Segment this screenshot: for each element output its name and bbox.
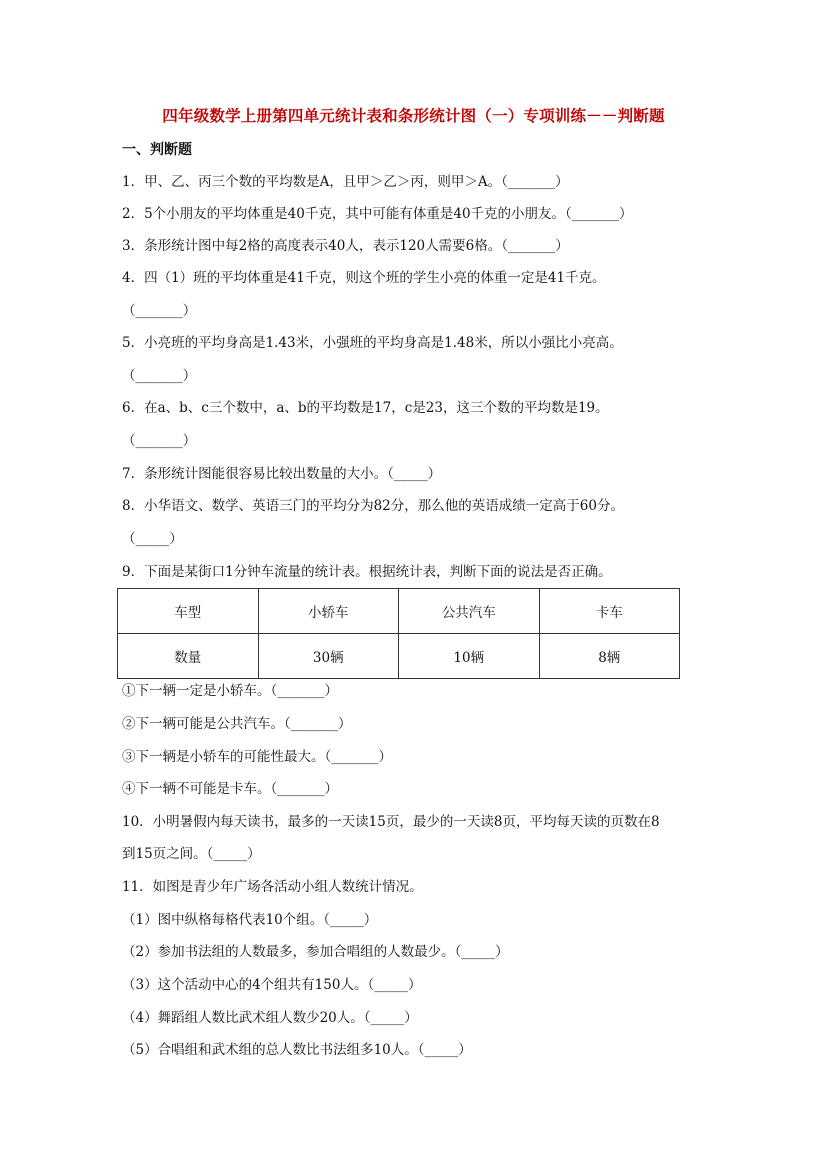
question-11-3: （3）这个活动中心的4个组共有150人。（_____） bbox=[122, 977, 422, 993]
question-4-answer-blank: （_______） bbox=[122, 303, 197, 319]
question-11-1: （1）图中纵格每格代表10个组。（_____） bbox=[122, 912, 378, 928]
question-6: 6．在a、b、c三个数中，a、b的平均数是17，c是23，这三个数的平均数是19。 bbox=[122, 400, 609, 416]
table-cell: 卡车 bbox=[539, 589, 680, 634]
table-cell: 8辆 bbox=[539, 634, 680, 679]
table-cell: 数量 bbox=[118, 634, 259, 679]
table-header-row bbox=[118, 589, 680, 634]
question-9-3: ③下一辆是小轿车的可能性最大。（_______） bbox=[122, 749, 392, 765]
table-cell: 车型 bbox=[118, 589, 259, 634]
page-title: 四年级数学上册第四单元统计表和条形统计图（一）专项训练－－判断题 bbox=[162, 106, 665, 125]
question-8-answer-blank: （_____） bbox=[122, 531, 183, 547]
table-cell: 公共汽车 bbox=[399, 589, 540, 634]
question-5: 5．小亮班的平均身高是1.43米，小强班的平均身高是1.48米，所以小强比小亮高。 bbox=[122, 335, 623, 351]
traffic-table bbox=[117, 588, 680, 679]
question-11-5: （5）合唱组和武术组的总人数比书法组多10人。（_____） bbox=[122, 1042, 472, 1058]
question-3: 3．条形统计图中每2格的高度表示40人，表示120人需要6格。（_______） bbox=[122, 238, 569, 254]
question-2: 2．5个小朋友的平均体重是40千克，其中可能有体重是40千克的小朋友。（_______） bbox=[122, 206, 633, 222]
question-4: 4．四（1）班的平均体重是41千克，则这个班的学生小亮的体重一定是41千克。 bbox=[122, 270, 606, 286]
question-10-continued: 到15页之间。（_____） bbox=[122, 846, 261, 862]
question-11-2: （2）参加书法组的人数最多，参加合唱组的人数最少。（_____） bbox=[122, 944, 509, 960]
question-11-4: （4）舞蹈组人数比武术组人数少20人。（_____） bbox=[122, 1010, 418, 1026]
question-5-answer-blank: （_______） bbox=[122, 368, 197, 384]
table-cell: 30辆 bbox=[258, 634, 399, 679]
table-row bbox=[118, 634, 680, 679]
question-7: 7．条形统计图能很容易比较出数量的大小。（_____） bbox=[122, 466, 442, 482]
question-8: 8．小华语文、数学、英语三门的平均分为82分，那么他的英语成绩一定高于60分。 bbox=[122, 498, 624, 514]
question-10: 10．小明暑假内每天读书，最多的一天读15页，最少的一天读8页，平均每天读的页数在8 bbox=[122, 814, 660, 830]
table-cell: 10辆 bbox=[399, 634, 540, 679]
question-9: 9．下面是某街口1分钟车流量的统计表。根据统计表，判断下面的说法是否正确。 bbox=[122, 564, 612, 580]
question-9-4: ④下一辆不可能是卡车。（_______） bbox=[122, 781, 338, 797]
question-11: 11．如图是青少年广场各活动小组人数统计情况。 bbox=[122, 879, 423, 895]
question-9-1: ①下一辆一定是小轿车。（_______） bbox=[122, 683, 338, 699]
question-9-2: ②下一辆可能是公共汽车。（_______） bbox=[122, 716, 352, 732]
section-heading: 一、判断题 bbox=[122, 142, 192, 158]
question-1: 1．甲、乙、丙三个数的平均数是A，且甲＞乙＞丙，则甲＞A。（_______） bbox=[122, 174, 569, 190]
table-cell: 小轿车 bbox=[258, 589, 399, 634]
question-6-answer-blank: （_______） bbox=[122, 433, 197, 449]
